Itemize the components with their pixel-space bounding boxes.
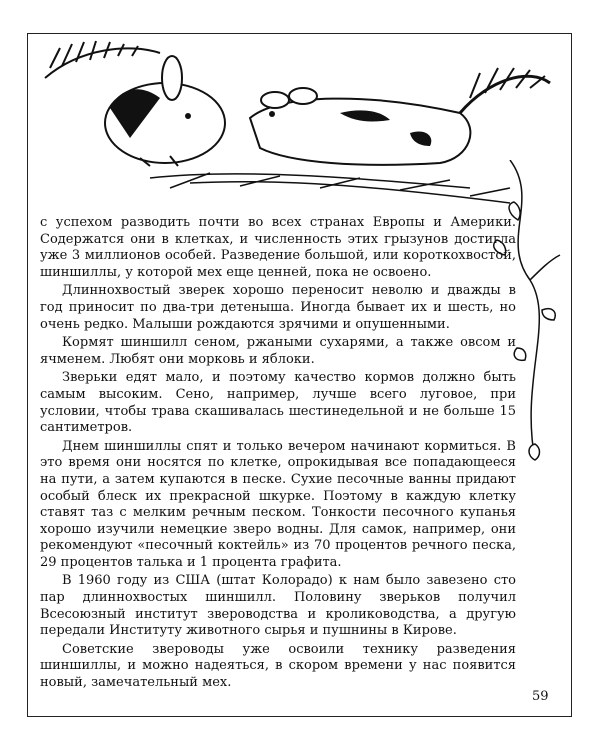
chinchilla-left (105, 56, 225, 166)
paragraph: Днем шиншиллы спят и только вечером начинают кормиться. В это время они носятся по клетке, опрокидывая все попадающееся на пути, а затем купаются в песке. Сухие песочные ванны придают особый блеск их прекрасной шкурке. Поэтому в каждую клетку ставят таз с мелким речным песком. Тонкости песочного купанья хорошо изучили немецкие зверо водны. Для самок, например, они рекомендуют «песочный коктейль» из 70 процентов речного песка, 29 процентов талька и 1 процента графита. (40, 438, 516, 570)
paragraph: Советские звероводы уже освоили технику разведения шиншиллы, и можно надеяться, в скором времени у нас появится новый, замечательный мех. (40, 641, 516, 691)
article-text (40, 215, 516, 694)
paragraph: Длиннохвостый зверек хорошо переносит неволю и дважды в год приносит по два-три детеныша. Иногда бывает их и шесть, но очень редко. Малыши рождаются зрячими и опушенными. (40, 283, 516, 332)
paragraph: Кормят шиншилл сеном, ржаными сухарями, а также овсом и ячменем. Любят они морковь и яблоки. (40, 335, 516, 367)
chinchilla-right (250, 68, 550, 165)
paragraph: В 1960 году из США (штат Колорадо) к нам было завезено сто пар длиннохвостых шиншилл. Половину зверьков получил Всесоюзный институт звероводства и кролиководства, а другую передали Институту животного сырья и пушнины в Кирове. (40, 573, 516, 639)
ground-grass (150, 173, 510, 203)
page-number: 59 (532, 689, 549, 704)
paragraph: Зверьки едят мало, и поэтому качество кормов должно быть самым высоким. Сено, например, лучше всего луговое, при условии, чтобы трава скашивалась шестинедельной и не больше 15 сантиметров. (40, 370, 516, 436)
grass-left (45, 41, 160, 78)
paragraph: с успехом разводить почти во всех странах Европы и Америки. Содержатся они в клетках, и численность этих грызунов достигла уже 3 миллионов особей. Разведение большой, или короткохвостой, шиншиллы, у которой мех еще ценней, пока не освоено. (40, 215, 516, 280)
